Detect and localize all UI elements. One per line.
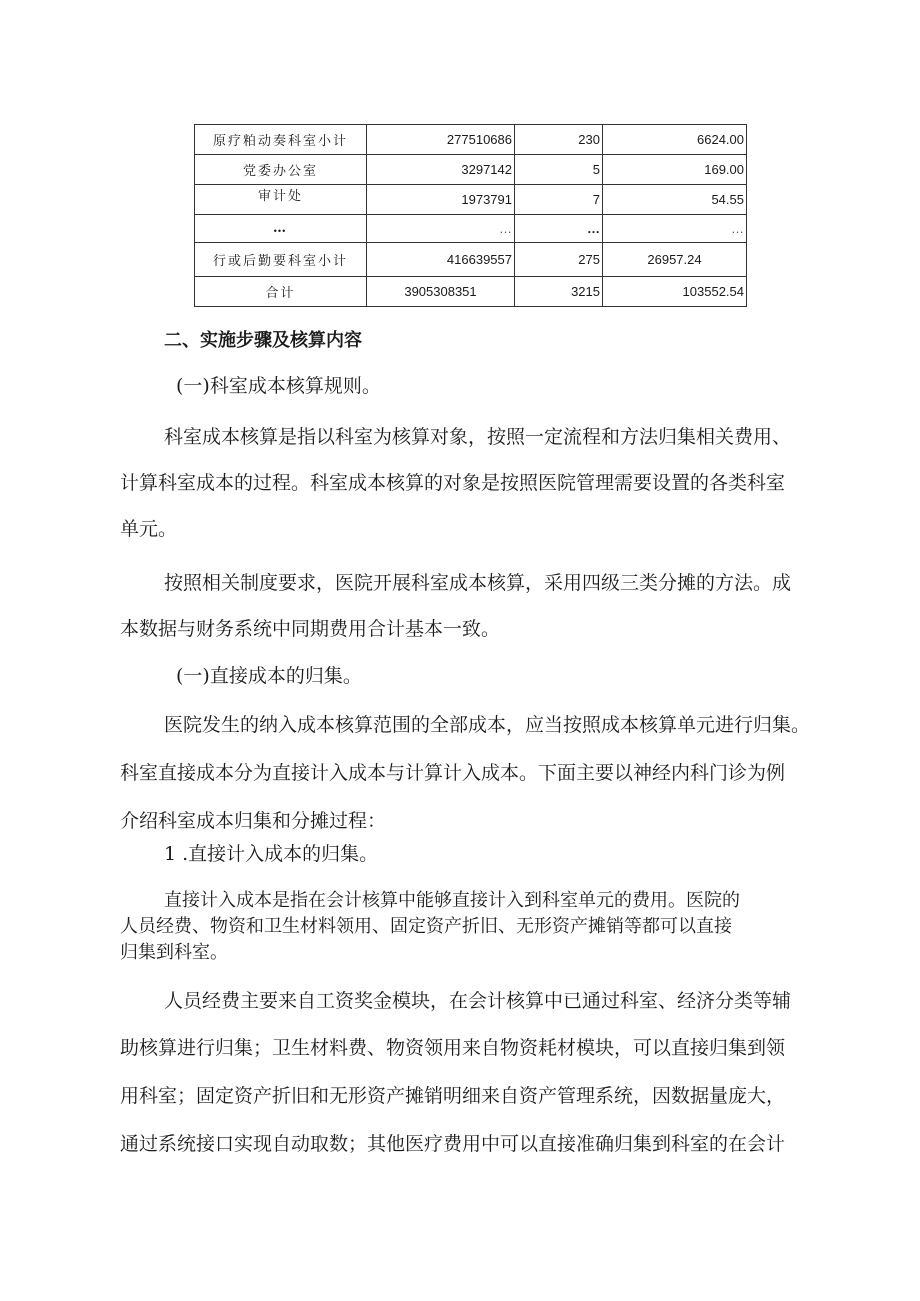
list-item: 1 .直接计入成本的归集。 xyxy=(164,843,379,865)
paragraph-line: 单元。 xyxy=(120,518,178,540)
paragraph-line: 助核算进行归集；卫生材料费、物资领用来自物资耗材模块，可以直接归集到领 xyxy=(120,1037,786,1059)
paragraph-line: 用科室；固定资产折旧和无形资产摊销明细来自资产管理系统，因数据量庞大， xyxy=(120,1085,786,1107)
paragraph-line: 介绍科室成本归集和分摊过程： xyxy=(120,810,387,832)
table-cell-value: 6624.00 xyxy=(603,125,747,155)
table-cell-name: 党委办公室 xyxy=(195,155,367,185)
table-cell-amount: 416639557 xyxy=(367,243,515,277)
subheading: (一)直接成本的归集。 xyxy=(176,665,362,687)
table-cell-name: 行或后勤要科室小计 xyxy=(195,243,367,277)
table-cell-value: 169.00 xyxy=(603,155,747,185)
table-cell-count: 230 xyxy=(515,125,603,155)
table-cell-value: 54.55 xyxy=(603,185,747,215)
paragraph-line: 归集到科室。 xyxy=(120,942,228,963)
table-cell-count: 275 xyxy=(515,243,603,277)
table-row xyxy=(195,243,747,277)
paragraph-line: 科室成本核算是指以科室为核算对象，按照一定流程和方法归集相关费用、 xyxy=(164,426,792,448)
table-cell-name: 审计处 xyxy=(195,185,367,215)
paragraph-line: 人员经费、物资和卫生材料领用、固定资产折旧、无形资产摊销等都可以直接 xyxy=(120,916,732,937)
table-cell-amount: 3297142 xyxy=(367,155,515,185)
section-heading: 二、实施步骤及核算内容 xyxy=(164,330,362,351)
table-cell-value: 26957.24 xyxy=(603,243,747,277)
paragraph-line: 通过系统接口实现自动取数；其他医疗费用中可以直接准确归集到科室的在会计 xyxy=(120,1133,786,1155)
table-cell-value: … xyxy=(603,215,747,243)
table-cell-amount: 277510686 xyxy=(367,125,515,155)
table-row xyxy=(195,277,747,307)
table-cell-count: … xyxy=(515,215,603,243)
table-cell-amount: … xyxy=(367,215,515,243)
table-cell-name: 合计 xyxy=(195,277,367,307)
table-row xyxy=(195,155,747,185)
paragraph-line: 按照相关制度要求，医院开展科室成本核算，采用四级三类分摊的方法。成 xyxy=(164,572,792,594)
paragraph-line: 医院发生的纳入成本核算范围的全部成本，应当按照成本核算单元进行归集。 xyxy=(164,714,811,736)
paragraph-line: 直接计入成本是指在会计核算中能够直接计入到科室单元的费用。医院的 xyxy=(164,890,740,911)
table-cell-name: 原疗粕动奏科室小计 xyxy=(195,125,367,155)
table-cell-value: 103552.54 xyxy=(603,277,747,307)
table-cell-amount: 1973791 xyxy=(367,185,515,215)
table-row xyxy=(195,125,747,155)
table-cell-count: 7 xyxy=(515,185,603,215)
paragraph-line: 本数据与财务系统中同期费用合计基本一致。 xyxy=(120,618,501,640)
table-row xyxy=(195,215,747,243)
table-cell-name: … xyxy=(195,215,367,243)
paragraph-line: 人员经费主要来自工资奖金模块，在会计核算中已通过科室、经济分类等辅 xyxy=(164,990,792,1012)
cost-table xyxy=(194,124,747,307)
table-cell-count: 3215 xyxy=(515,277,603,307)
paragraph-line: 计算科室成本的过程。科室成本核算的对象是按照医院管理需要设置的各类科室 xyxy=(120,472,786,494)
table-row xyxy=(195,185,747,215)
paragraph-line: 科室直接成本分为直接计入成本与计算计入成本。下面主要以神经内科门诊为例 xyxy=(120,762,786,784)
table-cell-amount: 3905308351 xyxy=(367,277,515,307)
table-cell-count: 5 xyxy=(515,155,603,185)
subheading: (一)科室成本核算规则。 xyxy=(176,375,381,397)
